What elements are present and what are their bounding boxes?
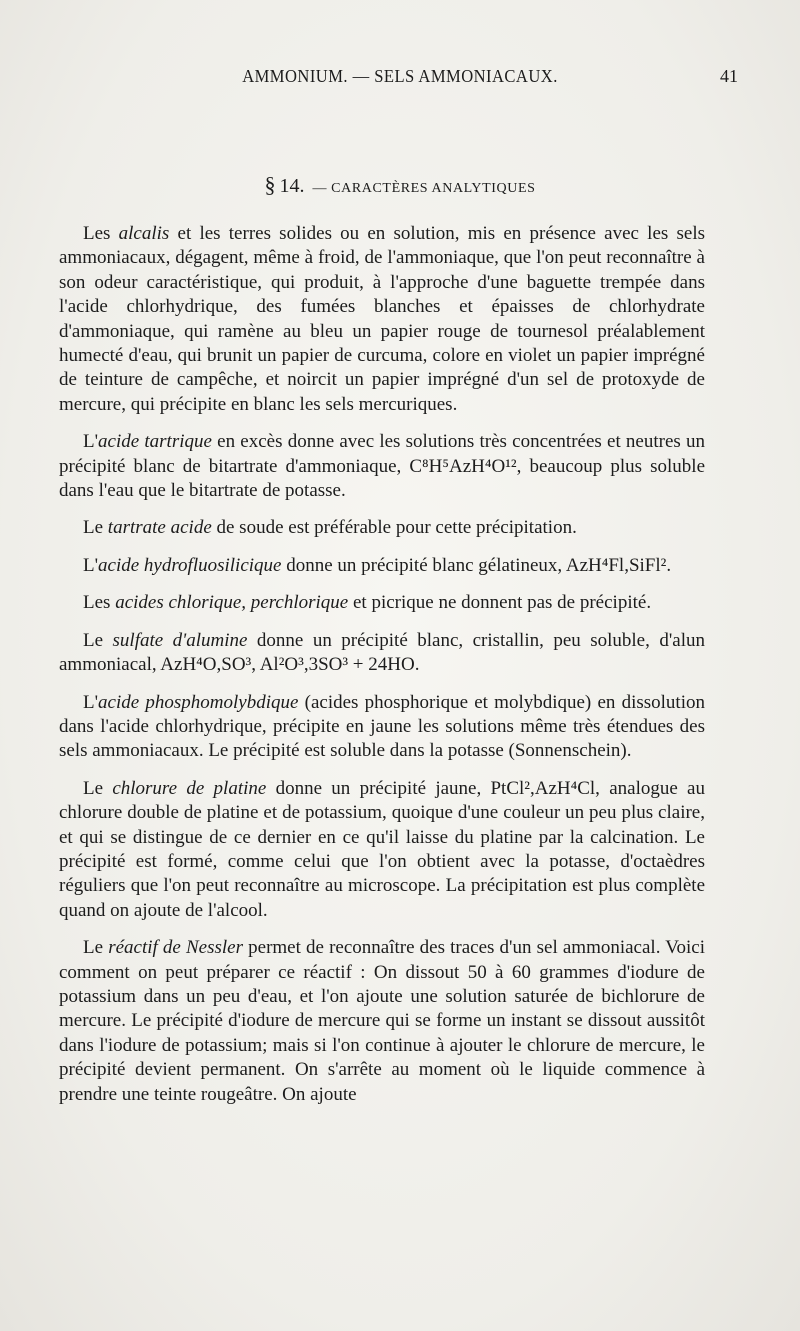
- reagent-term: chlorure de platine: [112, 777, 267, 799]
- running-title: AMMONIUM. — SELS AMMONIACAUX.: [242, 66, 558, 86]
- paragraph-chlorure-platine: Le chlorure de platine donne un précipité jaune, PtCl²,AzH⁴Cl, analogue au chlorure double de platine et de potassium, quoique d'une couleur un peu plus claire, et qui se distingue de ce dernier en ce qu'il laisse du platine par la calcination. Le précipité est formé, comme celui que l'on obtient avec la potasse, d'octaèdres réguliers que l'on peut reconnaître au microscope. La précipitation est plus complète quand on ajoute de l'alcool.: [59, 777, 705, 921]
- reagent-term: réactif de Nessler: [108, 937, 243, 959]
- reagent-term: acide hydrofluosilicique: [98, 554, 282, 576]
- paragraph-alcalis: Les alcalis et les terres solides ou en solution, mis en présence avec les sels ammoniacaux, dégagent, même à froid, de l'ammoniaque, que l'on peut reconnaître à son odeur caractéristique, qui produit, à l'approche d'une baguette trempée dans l'acide chlorhydrique, des fumées blanches et épaisses de chlorhydrate d'ammoniaque, qui ramène au bleu un papier rouge de tournesol préalablement humecté d'eau, qui brunit un papier de curcuma, colore en violet un papier imprégné de teinture de campêche, et noircit un papier imprégné d'un sel de protoxyde de mercure, qui précipite en blanc les sels mercuriques.: [59, 223, 706, 415]
- paragraph-acide-tartrique: L'acide tartrique en excès donne avec les solutions très concentrées et neutres un précipité blanc de bitartrate d'ammoniaque, C⁸H⁵AzH⁴O¹², beaucoup plus soluble dans l'eau que le bitartrate de potasse.: [59, 431, 705, 502]
- reagent-term: sulfate d'alumine: [112, 629, 248, 651]
- section-number: 14.: [279, 175, 305, 197]
- paragraph-acides-chlorique: Les acides chlorique, perchlorique et picrique ne donnent pas de précipité.: [83, 592, 652, 614]
- reagent-term: acide phosphomolybdique: [98, 691, 299, 713]
- paragraph-reactif-nessler: Le réactif de Nessler permet de reconnaître des traces d'un sel ammoniacal. Voici comment on peut préparer ce réactif : On dissout 50 à 60 grammes d'iodure de potassium dans un peu d'eau, et l'on ajoute une solution saturée de bichlorure de mercure. Le précipité d'iodure de mercure qui se forme un instant se dissout aussitôt dans l'iodure de potassium; mais si l'on continue à ajouter le chlorure de mercure, le précipité devient permanent. On s'arrête au moment où le liquide commence à prendre une teinte rougeâtre. On ajoute: [59, 937, 706, 1105]
- section-title: — CARACTÈRES ANALYTIQUES: [312, 181, 536, 196]
- section-heading: [60, 172, 740, 198]
- paragraph-acide-phosphomolybdique: L'acide phosphomolybdique (acides phosphorique et molybdique) en dissolution dans l'acide chlorhydrique, précipite en jaune les solutions même très étendues des sels ammoniacaux. Le précipité est soluble dans la potasse (Sonnenschein).: [59, 691, 705, 762]
- body-text: [59, 222, 705, 1120]
- reagent-term: alcalis: [118, 223, 170, 244]
- paragraph-acide-hydrofluosilicique: L'acide hydrofluosilicique donne un précipité blanc gélatineux, AzH⁴Fl,SiFl².: [83, 554, 672, 576]
- page-number: 41: [720, 66, 738, 86]
- reagent-term: acide tartrique: [98, 431, 212, 453]
- paragraph-tartrate-acide: Le tartrate acide de soude est préférable pour cette précipitation.: [83, 517, 577, 539]
- reagent-term: tartrate acide: [107, 517, 212, 539]
- running-head: [60, 66, 740, 94]
- paragraph-sulfate-alumine: Le sulfate d'alumine donne un précipité blanc, cristallin, peu soluble, d'alun ammoniacal, AzH⁴O,SO³, Al²O³,3SO³ + 24HO.: [59, 629, 705, 676]
- reagent-term: acides chlorique, perchlorique: [115, 592, 349, 614]
- section-symbol: §: [264, 172, 276, 197]
